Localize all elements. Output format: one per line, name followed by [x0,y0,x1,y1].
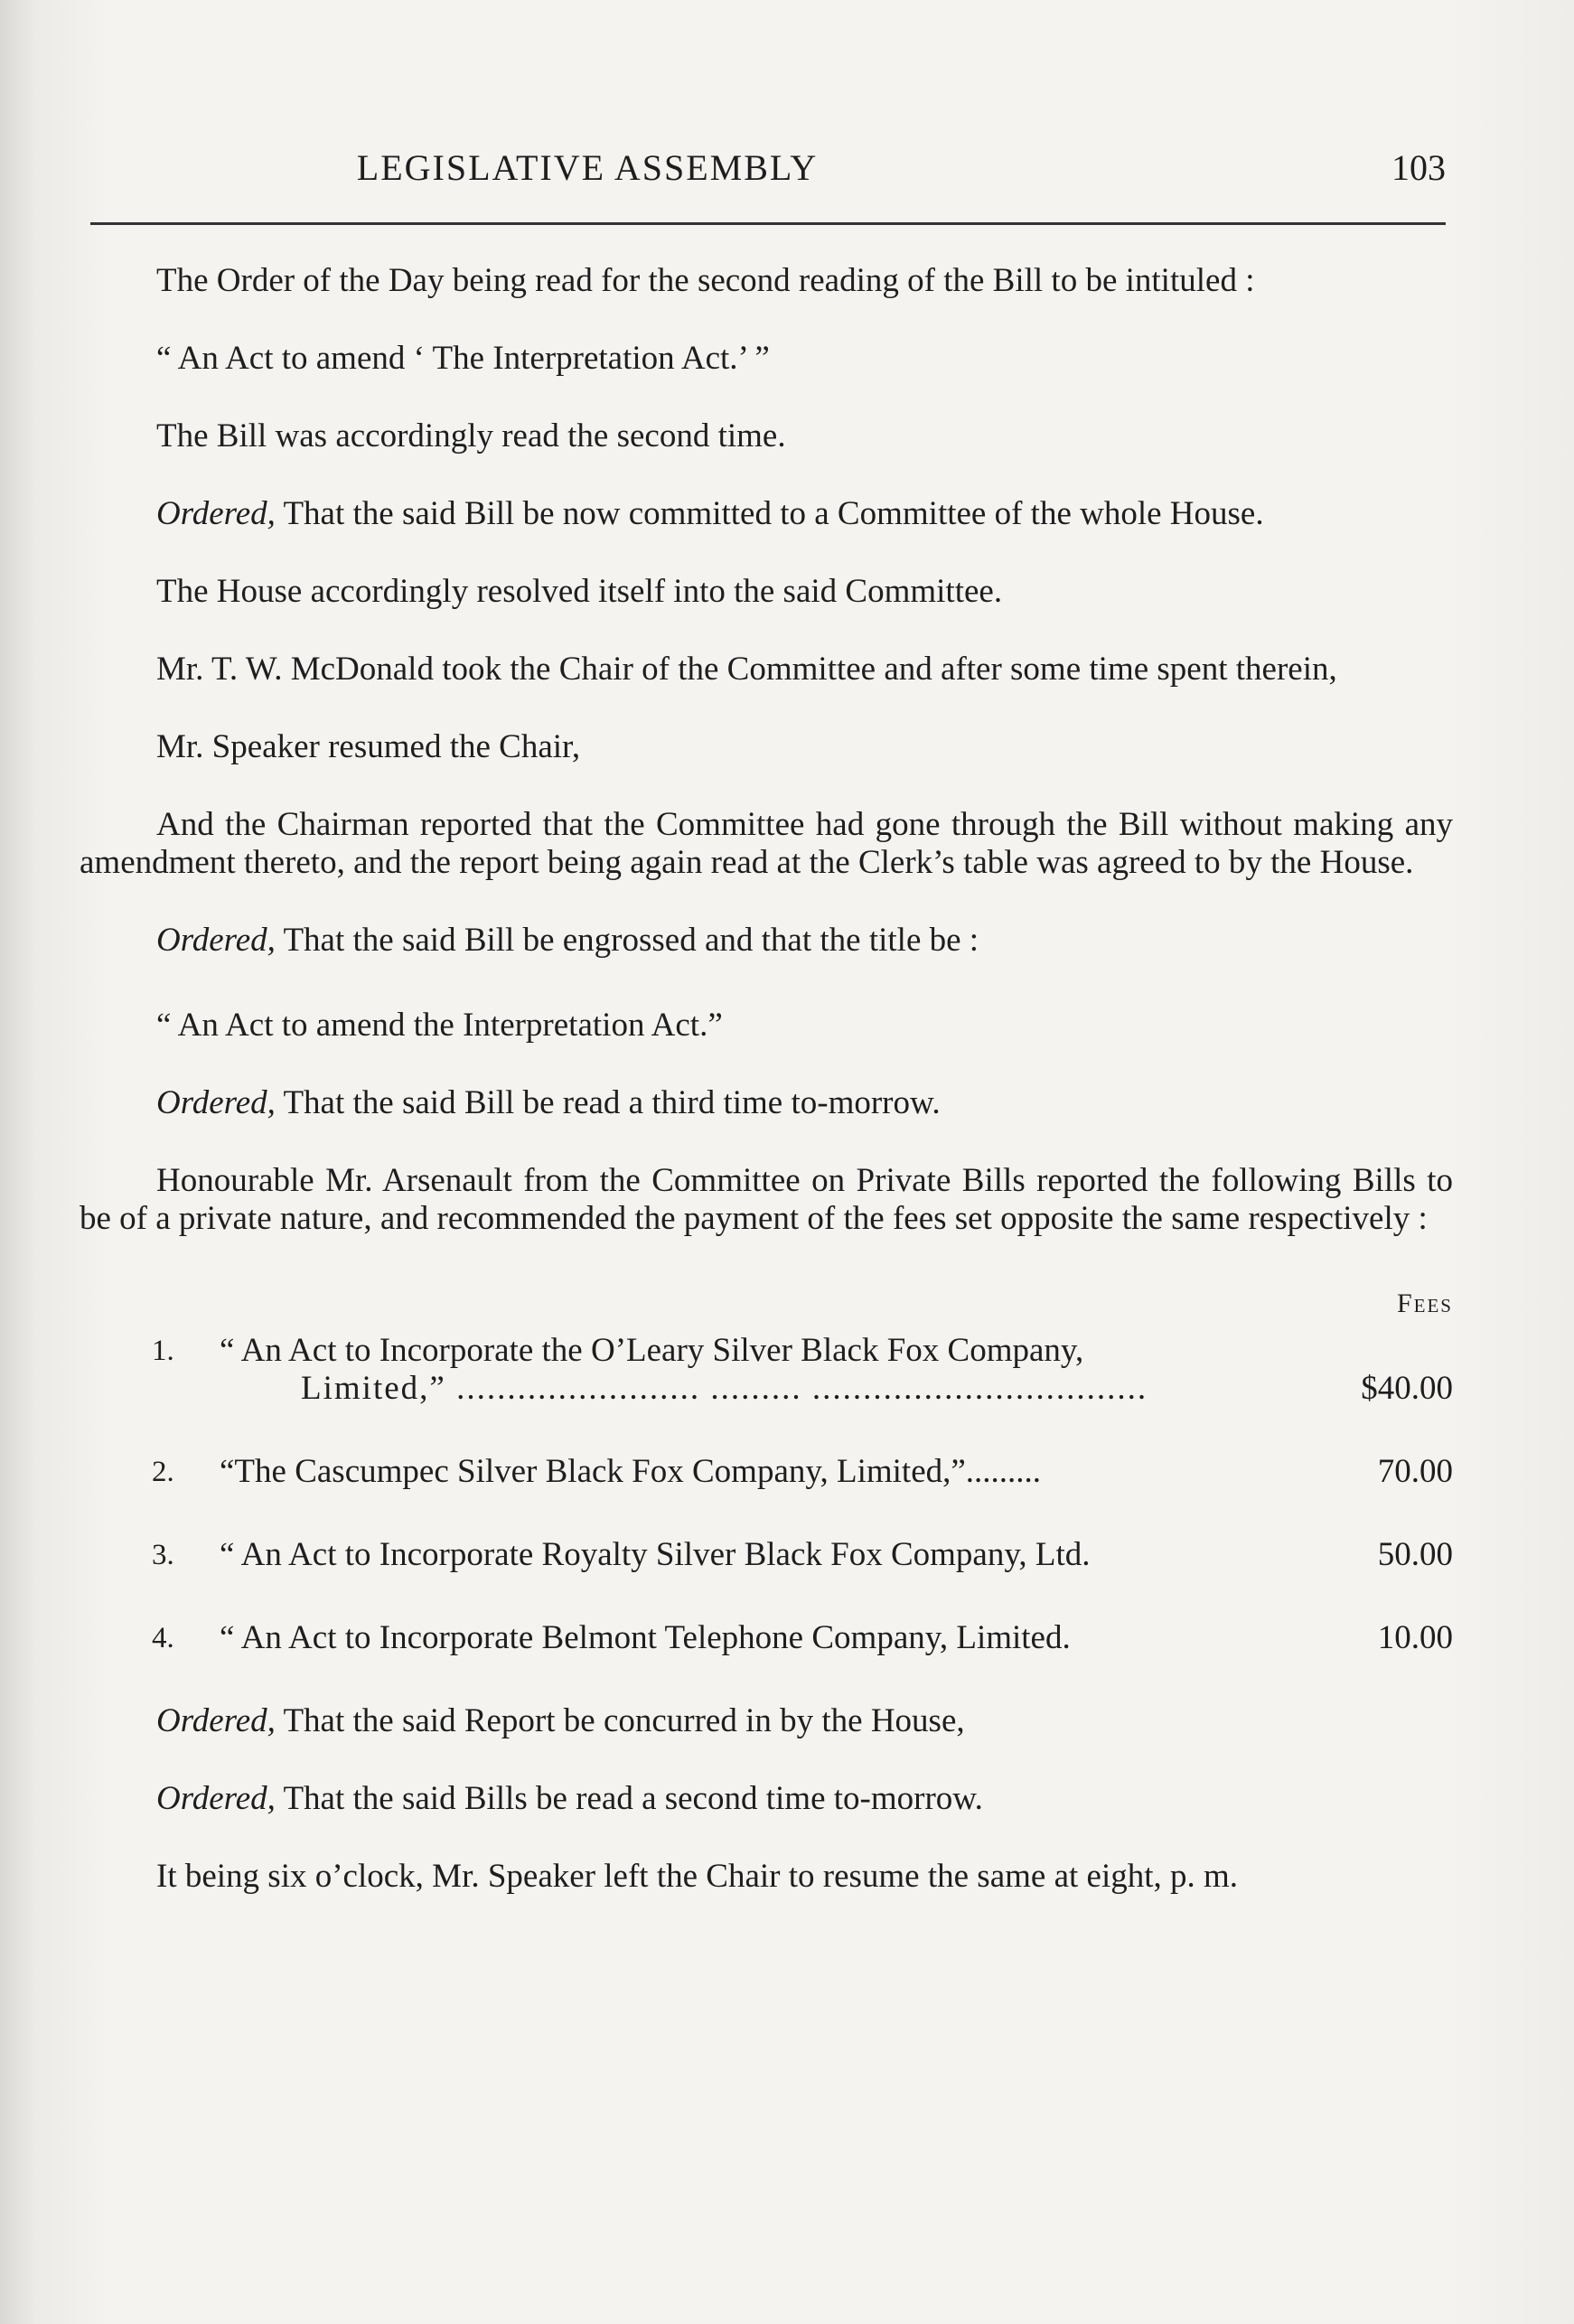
fee-item-text [220,1332,1299,1408]
fee-item [80,1536,1453,1574]
paragraph: The House accordingly resolved itself into the said Committee. [156,573,1003,610]
paragraph: And the Chairman reported that the Committee had gone through the Bill without making any amendment thereto, and the report being again read at the Clerk’s table was agreed to by the House. [80,806,1453,881]
fee-item-amount: 50.00 [1377,1536,1453,1573]
ordered-text: That the said Bill be now committed to a Committee of the whole House. [275,495,1264,532]
fee-item-line: “ An Act to Incorporate the O’Leary Silver Black Fox Company, [220,1332,1084,1369]
ordered-paragraph [80,922,1453,960]
fee-item-number: 4. [152,1622,174,1654]
fee-item-text [220,1536,1299,1574]
paragraph: It being six o’clock, Mr. Speaker left the Chair to resume the same at eight, p. m. [156,1858,1239,1895]
document-body [80,262,1453,1935]
paragraph: The Order of the Day being read for the second reading of the Bill to be intituled : [156,262,1255,299]
fee-item-text [220,1619,1299,1657]
fee-item [80,1332,1453,1408]
ordered-paragraph [80,495,1453,533]
fee-item-line-continued: Limited,” ........................ ......... ................................. [301,1370,1148,1407]
page-header [90,146,1446,192]
fee-item-number: 2. [152,1456,174,1488]
paragraph: The Bill was accordingly read the second time. [156,417,786,454]
quoted-title: “ An Act to amend the Interpretation Act.” [156,1007,723,1044]
ordered-paragraph [80,1084,1453,1122]
fee-item [80,1619,1453,1657]
ordered-paragraph [80,1702,1453,1740]
fee-item [80,1453,1453,1491]
fee-item-amount: 70.00 [1377,1453,1453,1490]
ordered-text: That the said Report be concurred in by the House, [275,1702,965,1739]
fee-item-text [220,1453,1299,1491]
paragraph: Mr. Speaker resumed the Chair, [156,728,581,765]
ordered-text: That the said Bills be read a second time to-morrow. [275,1780,983,1817]
fee-item-line: “The Cascumpec Silver Black Fox Company, Limited,”......... [220,1453,1042,1490]
ordered-text: That the said Bill be engrossed and that the title be : [275,922,979,959]
page-number: 103 [1391,147,1446,188]
ordered-label: Ordered, [156,1084,276,1121]
fee-item-number: 3. [152,1539,174,1571]
quoted-title: “ An Act to amend ‘ The Interpretation Act.’ ” [156,340,770,377]
ordered-text: That the said Bill be read a third time to-morrow. [275,1084,941,1121]
running-title: LEGISLATIVE ASSEMBLY [356,147,819,188]
header-rule [90,222,1446,225]
fee-item-amount: 10.00 [1377,1619,1453,1656]
ordered-paragraph [80,1780,1453,1818]
fee-item-line: “ An Act to Incorporate Belmont Telephone Company, Limited. [220,1619,1071,1656]
fee-item-number: 1. [152,1335,174,1367]
fee-item-line: “ An Act to Incorporate Royalty Silver Black Fox Company, Ltd. [220,1536,1091,1573]
ordered-label: Ordered, [156,1780,276,1817]
ordered-label: Ordered, [156,922,276,959]
ordered-label: Ordered, [156,1702,276,1739]
ordered-label: Ordered, [156,495,276,532]
fees-heading: Fees [1396,1289,1453,1318]
fee-item-amount: $40.00 [1361,1370,1453,1407]
paragraph: Honourable Mr. Arsenault from the Committee on Private Bills reported the following Bills to be of a private nature, and recommended the payment of the fees set opposite the same respectively : [80,1162,1453,1237]
paragraph: Mr. T. W. McDonald took the Chair of the Committee and after some time spent therein, [156,651,1337,688]
